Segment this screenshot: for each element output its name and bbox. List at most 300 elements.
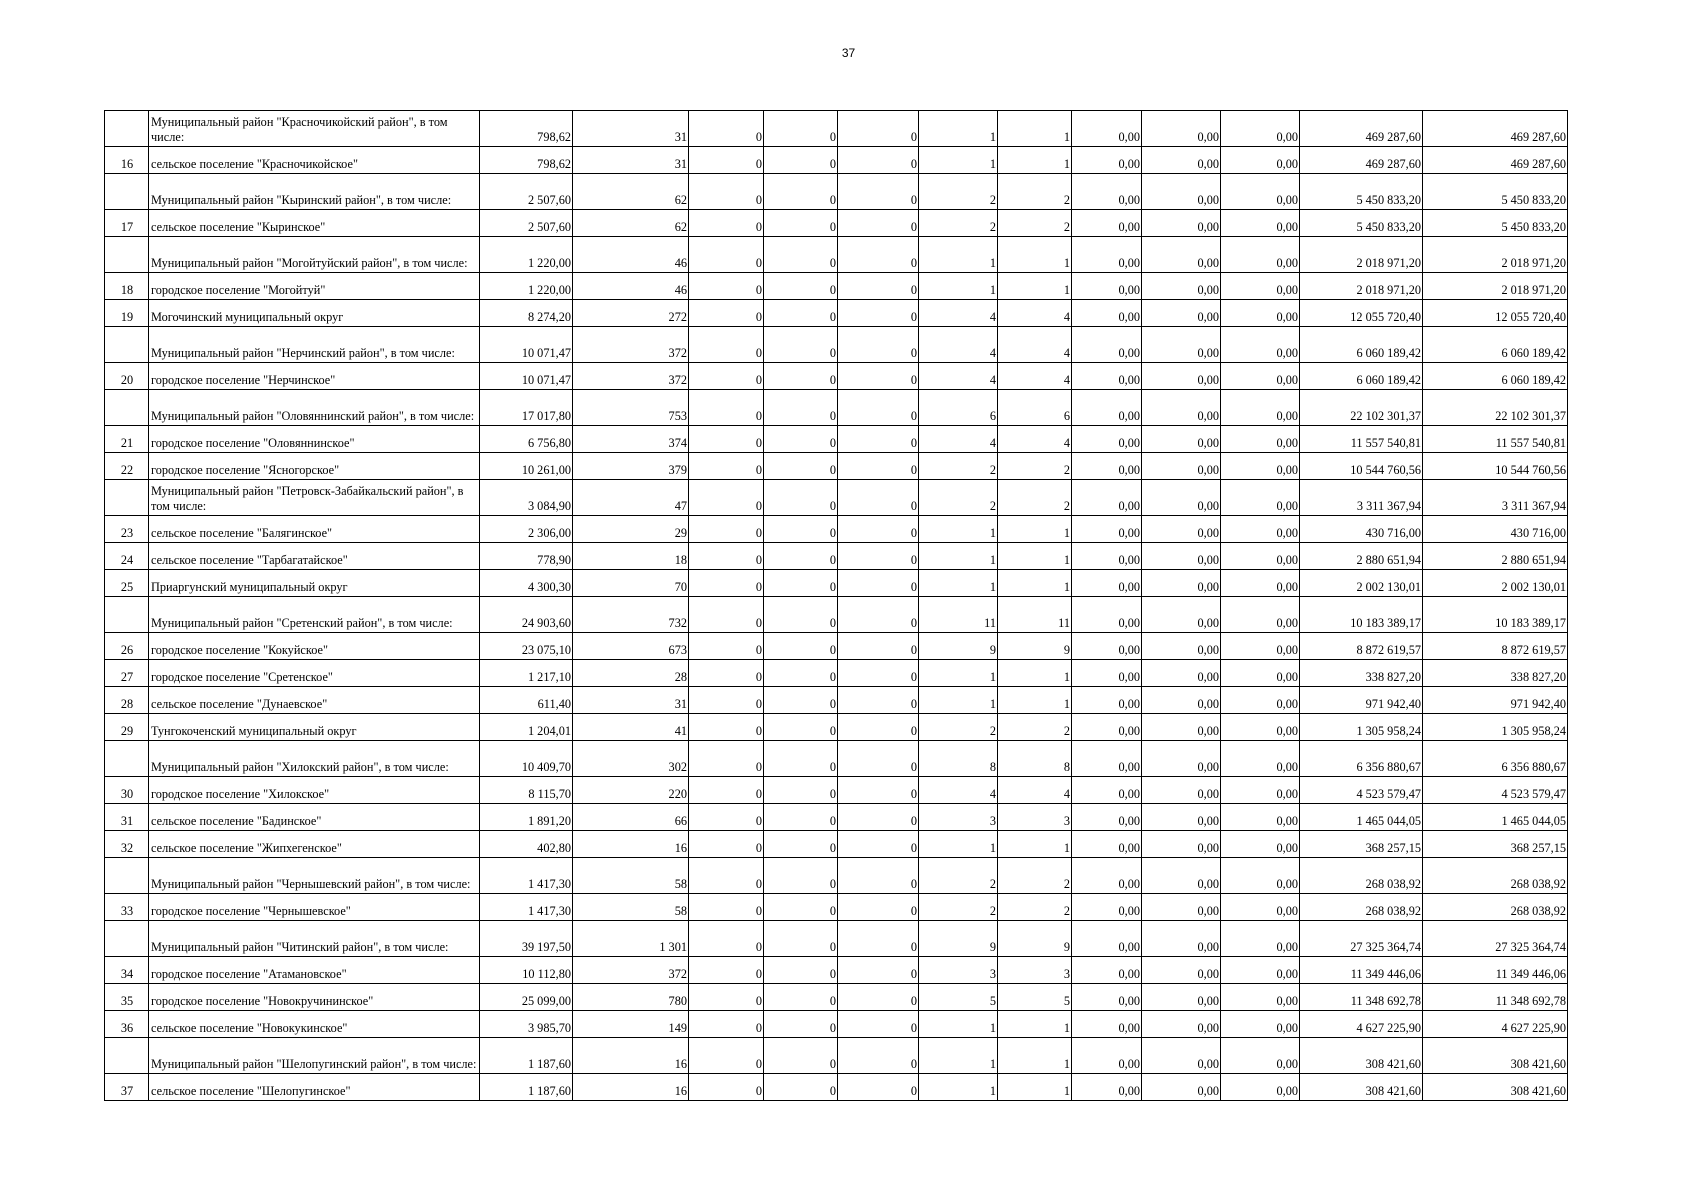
value-cell-c3: 0 bbox=[689, 921, 764, 957]
value-cell-c12: 1 305 958,24 bbox=[1423, 714, 1568, 741]
value-cell-c12: 268 038,92 bbox=[1423, 858, 1568, 894]
value-cell-c8: 0,00 bbox=[1072, 1074, 1142, 1101]
value-cell-c1: 24 903,60 bbox=[480, 597, 573, 633]
value-cell-c7: 5 bbox=[998, 984, 1072, 1011]
value-cell-c3: 0 bbox=[689, 480, 764, 516]
value-cell-c4: 0 bbox=[764, 633, 838, 660]
value-cell-c2: 41 bbox=[573, 714, 689, 741]
value-cell-c1: 6 756,80 bbox=[480, 426, 573, 453]
value-cell-c4: 0 bbox=[764, 480, 838, 516]
value-cell-c2: 302 bbox=[573, 741, 689, 777]
value-cell-c5: 0 bbox=[838, 777, 919, 804]
value-cell-c8: 0,00 bbox=[1072, 633, 1142, 660]
value-cell-c6: 1 bbox=[919, 1038, 998, 1074]
table-row bbox=[105, 174, 1568, 210]
row-number-cell: 26 bbox=[105, 633, 149, 660]
value-cell-c4: 0 bbox=[764, 858, 838, 894]
value-cell-c11: 469 287,60 bbox=[1300, 111, 1423, 147]
value-cell-c9: 0,00 bbox=[1142, 894, 1221, 921]
value-cell-c3: 0 bbox=[689, 687, 764, 714]
value-cell-c10: 0,00 bbox=[1221, 273, 1300, 300]
value-cell-c9: 0,00 bbox=[1142, 390, 1221, 426]
municipality-name-cell: городское поселение "Ясногорское" bbox=[149, 453, 480, 480]
value-cell-c8: 0,00 bbox=[1072, 777, 1142, 804]
value-cell-c3: 0 bbox=[689, 1038, 764, 1074]
value-cell-c6: 2 bbox=[919, 714, 998, 741]
value-cell-c12: 469 287,60 bbox=[1423, 147, 1568, 174]
row-number-cell bbox=[105, 858, 149, 894]
value-cell-c7: 6 bbox=[998, 390, 1072, 426]
value-cell-c5: 0 bbox=[838, 660, 919, 687]
value-cell-c1: 402,80 bbox=[480, 831, 573, 858]
table-row bbox=[105, 111, 1568, 147]
value-cell-c5: 0 bbox=[838, 804, 919, 831]
value-cell-c7: 4 bbox=[998, 327, 1072, 363]
value-cell-c8: 0,00 bbox=[1072, 516, 1142, 543]
value-cell-c12: 4 523 579,47 bbox=[1423, 777, 1568, 804]
table-row bbox=[105, 597, 1568, 633]
value-cell-c4: 0 bbox=[764, 273, 838, 300]
value-cell-c4: 0 bbox=[764, 237, 838, 273]
value-cell-c7: 3 bbox=[998, 957, 1072, 984]
value-cell-c9: 0,00 bbox=[1142, 210, 1221, 237]
municipality-name-cell: городское поселение "Хилокское" bbox=[149, 777, 480, 804]
value-cell-c1: 8 115,70 bbox=[480, 777, 573, 804]
municipality-name-cell: Приаргунский муниципальный округ bbox=[149, 570, 480, 597]
value-cell-c9: 0,00 bbox=[1142, 300, 1221, 327]
value-cell-c3: 0 bbox=[689, 210, 764, 237]
value-cell-c1: 1 891,20 bbox=[480, 804, 573, 831]
value-cell-c4: 0 bbox=[764, 597, 838, 633]
value-cell-c8: 0,00 bbox=[1072, 687, 1142, 714]
municipality-name-cell: Муниципальный район "Сретенский район", в том числе: bbox=[149, 597, 480, 633]
municipality-name-cell: Муниципальный район "Шелопугинский район", в том числе: bbox=[149, 1038, 480, 1074]
municipality-name-cell: сельское поселение "Балягинское" bbox=[149, 516, 480, 543]
value-cell-c7: 1 bbox=[998, 543, 1072, 570]
value-cell-c12: 308 421,60 bbox=[1423, 1038, 1568, 1074]
value-cell-c1: 25 099,00 bbox=[480, 984, 573, 1011]
row-number-cell: 16 bbox=[105, 147, 149, 174]
value-cell-c1: 10 261,00 bbox=[480, 453, 573, 480]
value-cell-c11: 11 557 540,81 bbox=[1300, 426, 1423, 453]
value-cell-c2: 62 bbox=[573, 174, 689, 210]
value-cell-c11: 6 356 880,67 bbox=[1300, 741, 1423, 777]
value-cell-c10: 0,00 bbox=[1221, 111, 1300, 147]
value-cell-c4: 0 bbox=[764, 516, 838, 543]
value-cell-c5: 0 bbox=[838, 327, 919, 363]
value-cell-c7: 4 bbox=[998, 300, 1072, 327]
value-cell-c8: 0,00 bbox=[1072, 543, 1142, 570]
value-cell-c12: 971 942,40 bbox=[1423, 687, 1568, 714]
value-cell-c3: 0 bbox=[689, 597, 764, 633]
row-number-cell bbox=[105, 597, 149, 633]
municipality-name-cell: Муниципальный район "Оловяннинский район", в том числе: bbox=[149, 390, 480, 426]
value-cell-c2: 372 bbox=[573, 363, 689, 390]
value-cell-c8: 0,00 bbox=[1072, 714, 1142, 741]
value-cell-c10: 0,00 bbox=[1221, 1038, 1300, 1074]
value-cell-c8: 0,00 bbox=[1072, 453, 1142, 480]
value-cell-c8: 0,00 bbox=[1072, 894, 1142, 921]
value-cell-c7: 1 bbox=[998, 687, 1072, 714]
value-cell-c4: 0 bbox=[764, 804, 838, 831]
table-row bbox=[105, 1011, 1568, 1038]
value-cell-c7: 2 bbox=[998, 858, 1072, 894]
value-cell-c3: 0 bbox=[689, 390, 764, 426]
municipality-name-cell: Муниципальный район "Петровск-Забайкальский район", в том числе: bbox=[149, 480, 480, 516]
value-cell-c3: 0 bbox=[689, 831, 764, 858]
value-cell-c12: 2 018 971,20 bbox=[1423, 237, 1568, 273]
value-cell-c2: 70 bbox=[573, 570, 689, 597]
value-cell-c8: 0,00 bbox=[1072, 831, 1142, 858]
row-number-cell: 17 bbox=[105, 210, 149, 237]
value-cell-c2: 379 bbox=[573, 453, 689, 480]
municipality-name-cell: сельское поселение "Новокукинское" bbox=[149, 1011, 480, 1038]
row-number-cell: 18 bbox=[105, 273, 149, 300]
value-cell-c5: 0 bbox=[838, 921, 919, 957]
value-cell-c4: 0 bbox=[764, 660, 838, 687]
value-cell-c2: 149 bbox=[573, 1011, 689, 1038]
value-cell-c9: 0,00 bbox=[1142, 597, 1221, 633]
value-cell-c6: 1 bbox=[919, 516, 998, 543]
value-cell-c8: 0,00 bbox=[1072, 300, 1142, 327]
value-cell-c1: 10 112,80 bbox=[480, 957, 573, 984]
value-cell-c11: 1 305 958,24 bbox=[1300, 714, 1423, 741]
value-cell-c10: 0,00 bbox=[1221, 1074, 1300, 1101]
value-cell-c1: 17 017,80 bbox=[480, 390, 573, 426]
value-cell-c6: 1 bbox=[919, 1074, 998, 1101]
value-cell-c11: 368 257,15 bbox=[1300, 831, 1423, 858]
value-cell-c6: 1 bbox=[919, 660, 998, 687]
municipality-name-cell: Муниципальный район "Кыринский район", в том числе: bbox=[149, 174, 480, 210]
value-cell-c8: 0,00 bbox=[1072, 957, 1142, 984]
value-cell-c12: 2 018 971,20 bbox=[1423, 273, 1568, 300]
value-cell-c10: 0,00 bbox=[1221, 777, 1300, 804]
table-row bbox=[105, 570, 1568, 597]
municipality-name-cell: городское поселение "Атамановское" bbox=[149, 957, 480, 984]
value-cell-c1: 2 306,00 bbox=[480, 516, 573, 543]
value-cell-c4: 0 bbox=[764, 453, 838, 480]
value-cell-c12: 268 038,92 bbox=[1423, 894, 1568, 921]
value-cell-c7: 4 bbox=[998, 426, 1072, 453]
value-cell-c3: 0 bbox=[689, 1074, 764, 1101]
value-cell-c2: 272 bbox=[573, 300, 689, 327]
value-cell-c5: 0 bbox=[838, 858, 919, 894]
value-cell-c11: 469 287,60 bbox=[1300, 147, 1423, 174]
value-cell-c10: 0,00 bbox=[1221, 858, 1300, 894]
value-cell-c4: 0 bbox=[764, 327, 838, 363]
value-cell-c7: 1 bbox=[998, 1038, 1072, 1074]
value-cell-c8: 0,00 bbox=[1072, 327, 1142, 363]
row-number-cell: 27 bbox=[105, 660, 149, 687]
value-cell-c3: 0 bbox=[689, 174, 764, 210]
value-cell-c12: 430 716,00 bbox=[1423, 516, 1568, 543]
value-cell-c10: 0,00 bbox=[1221, 300, 1300, 327]
value-cell-c2: 47 bbox=[573, 480, 689, 516]
value-cell-c2: 46 bbox=[573, 273, 689, 300]
value-cell-c8: 0,00 bbox=[1072, 597, 1142, 633]
value-cell-c2: 66 bbox=[573, 804, 689, 831]
value-cell-c5: 0 bbox=[838, 273, 919, 300]
value-cell-c7: 1 bbox=[998, 660, 1072, 687]
value-cell-c2: 46 bbox=[573, 237, 689, 273]
value-cell-c2: 58 bbox=[573, 894, 689, 921]
municipality-name-cell: Муниципальный район "Могойтуйский район", в том числе: bbox=[149, 237, 480, 273]
row-number-cell: 34 bbox=[105, 957, 149, 984]
value-cell-c5: 0 bbox=[838, 480, 919, 516]
municipality-name-cell: городское поселение "Нерчинское" bbox=[149, 363, 480, 390]
value-cell-c2: 16 bbox=[573, 831, 689, 858]
value-cell-c5: 0 bbox=[838, 453, 919, 480]
value-cell-c10: 0,00 bbox=[1221, 1011, 1300, 1038]
value-cell-c1: 611,40 bbox=[480, 687, 573, 714]
value-cell-c3: 0 bbox=[689, 543, 764, 570]
value-cell-c4: 0 bbox=[764, 210, 838, 237]
value-cell-c7: 1 bbox=[998, 147, 1072, 174]
value-cell-c1: 1 220,00 bbox=[480, 237, 573, 273]
value-cell-c5: 0 bbox=[838, 714, 919, 741]
value-cell-c8: 0,00 bbox=[1072, 111, 1142, 147]
value-cell-c11: 22 102 301,37 bbox=[1300, 390, 1423, 426]
value-cell-c11: 27 325 364,74 bbox=[1300, 921, 1423, 957]
value-cell-c7: 1 bbox=[998, 1074, 1072, 1101]
value-cell-c10: 0,00 bbox=[1221, 426, 1300, 453]
value-cell-c11: 2 018 971,20 bbox=[1300, 237, 1423, 273]
value-cell-c9: 0,00 bbox=[1142, 570, 1221, 597]
value-cell-c3: 0 bbox=[689, 237, 764, 273]
value-cell-c12: 5 450 833,20 bbox=[1423, 174, 1568, 210]
table-row bbox=[105, 633, 1568, 660]
value-cell-c10: 0,00 bbox=[1221, 570, 1300, 597]
value-cell-c11: 268 038,92 bbox=[1300, 858, 1423, 894]
value-cell-c3: 0 bbox=[689, 570, 764, 597]
municipality-name-cell: Муниципальный район "Красночикойский район", в том числе: bbox=[149, 111, 480, 147]
value-cell-c1: 2 507,60 bbox=[480, 210, 573, 237]
row-number-cell bbox=[105, 921, 149, 957]
value-cell-c8: 0,00 bbox=[1072, 804, 1142, 831]
value-cell-c7: 9 bbox=[998, 633, 1072, 660]
value-cell-c3: 0 bbox=[689, 273, 764, 300]
value-cell-c11: 1 465 044,05 bbox=[1300, 804, 1423, 831]
municipality-name-cell: Могочинский муниципальный округ bbox=[149, 300, 480, 327]
value-cell-c6: 1 bbox=[919, 273, 998, 300]
value-cell-c6: 4 bbox=[919, 363, 998, 390]
value-cell-c7: 1 bbox=[998, 570, 1072, 597]
value-cell-c5: 0 bbox=[838, 147, 919, 174]
value-cell-c10: 0,00 bbox=[1221, 390, 1300, 426]
value-cell-c6: 6 bbox=[919, 390, 998, 426]
table-row bbox=[105, 957, 1568, 984]
table-row bbox=[105, 921, 1568, 957]
value-cell-c4: 0 bbox=[764, 1011, 838, 1038]
value-cell-c7: 11 bbox=[998, 597, 1072, 633]
value-cell-c7: 1 bbox=[998, 237, 1072, 273]
row-number-cell: 24 bbox=[105, 543, 149, 570]
value-cell-c1: 39 197,50 bbox=[480, 921, 573, 957]
municipality-name-cell: городское поселение "Оловяннинское" bbox=[149, 426, 480, 453]
value-cell-c2: 1 301 bbox=[573, 921, 689, 957]
value-cell-c5: 0 bbox=[838, 1074, 919, 1101]
value-cell-c4: 0 bbox=[764, 1038, 838, 1074]
value-cell-c11: 6 060 189,42 bbox=[1300, 327, 1423, 363]
row-number-cell: 35 bbox=[105, 984, 149, 1011]
value-cell-c11: 8 872 619,57 bbox=[1300, 633, 1423, 660]
value-cell-c1: 1 220,00 bbox=[480, 273, 573, 300]
value-cell-c6: 2 bbox=[919, 174, 998, 210]
value-cell-c5: 0 bbox=[838, 390, 919, 426]
value-cell-c5: 0 bbox=[838, 210, 919, 237]
municipality-name-cell: сельское поселение "Кыринское" bbox=[149, 210, 480, 237]
row-number-cell: 21 bbox=[105, 426, 149, 453]
value-cell-c11: 430 716,00 bbox=[1300, 516, 1423, 543]
value-cell-c7: 1 bbox=[998, 273, 1072, 300]
table-row bbox=[105, 543, 1568, 570]
value-cell-c6: 4 bbox=[919, 300, 998, 327]
municipality-name-cell: городское поселение "Сретенское" bbox=[149, 660, 480, 687]
value-cell-c6: 2 bbox=[919, 894, 998, 921]
value-cell-c10: 0,00 bbox=[1221, 174, 1300, 210]
value-cell-c3: 0 bbox=[689, 1011, 764, 1038]
value-cell-c5: 0 bbox=[838, 957, 919, 984]
value-cell-c12: 6 060 189,42 bbox=[1423, 363, 1568, 390]
value-cell-c9: 0,00 bbox=[1142, 1038, 1221, 1074]
value-cell-c11: 11 348 692,78 bbox=[1300, 984, 1423, 1011]
value-cell-c8: 0,00 bbox=[1072, 147, 1142, 174]
value-cell-c10: 0,00 bbox=[1221, 633, 1300, 660]
value-cell-c2: 372 bbox=[573, 327, 689, 363]
value-cell-c9: 0,00 bbox=[1142, 984, 1221, 1011]
value-cell-c9: 0,00 bbox=[1142, 777, 1221, 804]
value-cell-c7: 2 bbox=[998, 894, 1072, 921]
municipality-name-cell: Тунгокоченский муниципальный округ bbox=[149, 714, 480, 741]
table-row bbox=[105, 660, 1568, 687]
value-cell-c4: 0 bbox=[764, 921, 838, 957]
value-cell-c12: 12 055 720,40 bbox=[1423, 300, 1568, 327]
value-cell-c1: 798,62 bbox=[480, 111, 573, 147]
value-cell-c8: 0,00 bbox=[1072, 741, 1142, 777]
value-cell-c8: 0,00 bbox=[1072, 390, 1142, 426]
table-row bbox=[105, 1074, 1568, 1101]
value-cell-c3: 0 bbox=[689, 894, 764, 921]
table-row bbox=[105, 390, 1568, 426]
value-cell-c2: 780 bbox=[573, 984, 689, 1011]
value-cell-c6: 2 bbox=[919, 453, 998, 480]
value-cell-c7: 3 bbox=[998, 804, 1072, 831]
value-cell-c4: 0 bbox=[764, 363, 838, 390]
value-cell-c10: 0,00 bbox=[1221, 741, 1300, 777]
value-cell-c2: 18 bbox=[573, 543, 689, 570]
page-number: 37 bbox=[841, 46, 856, 60]
value-cell-c11: 11 349 446,06 bbox=[1300, 957, 1423, 984]
value-cell-c5: 0 bbox=[838, 741, 919, 777]
value-cell-c2: 62 bbox=[573, 210, 689, 237]
value-cell-c10: 0,00 bbox=[1221, 687, 1300, 714]
value-cell-c1: 778,90 bbox=[480, 543, 573, 570]
value-cell-c9: 0,00 bbox=[1142, 1011, 1221, 1038]
row-number-cell: 20 bbox=[105, 363, 149, 390]
value-cell-c10: 0,00 bbox=[1221, 363, 1300, 390]
municipality-name-cell: Муниципальный район "Хилокский район", в том числе: bbox=[149, 741, 480, 777]
value-cell-c12: 1 465 044,05 bbox=[1423, 804, 1568, 831]
row-number-cell bbox=[105, 1038, 149, 1074]
value-cell-c3: 0 bbox=[689, 516, 764, 543]
value-cell-c12: 5 450 833,20 bbox=[1423, 210, 1568, 237]
table-row bbox=[105, 210, 1568, 237]
value-cell-c12: 2 002 130,01 bbox=[1423, 570, 1568, 597]
value-cell-c3: 0 bbox=[689, 363, 764, 390]
value-cell-c6: 4 bbox=[919, 777, 998, 804]
value-cell-c8: 0,00 bbox=[1072, 921, 1142, 957]
value-cell-c5: 0 bbox=[838, 831, 919, 858]
value-cell-c11: 2 002 130,01 bbox=[1300, 570, 1423, 597]
value-cell-c12: 22 102 301,37 bbox=[1423, 390, 1568, 426]
value-cell-c6: 1 bbox=[919, 237, 998, 273]
row-number-cell: 37 bbox=[105, 1074, 149, 1101]
table-row bbox=[105, 741, 1568, 777]
value-cell-c5: 0 bbox=[838, 363, 919, 390]
municipality-name-cell: сельское поселение "Бадинское" bbox=[149, 804, 480, 831]
value-cell-c1: 1 204,01 bbox=[480, 714, 573, 741]
value-cell-c6: 3 bbox=[919, 957, 998, 984]
row-number-cell: 30 bbox=[105, 777, 149, 804]
value-cell-c4: 0 bbox=[764, 300, 838, 327]
value-cell-c3: 0 bbox=[689, 660, 764, 687]
value-cell-c9: 0,00 bbox=[1142, 687, 1221, 714]
value-cell-c7: 2 bbox=[998, 174, 1072, 210]
value-cell-c4: 0 bbox=[764, 741, 838, 777]
value-cell-c2: 16 bbox=[573, 1038, 689, 1074]
value-cell-c11: 2 018 971,20 bbox=[1300, 273, 1423, 300]
value-cell-c10: 0,00 bbox=[1221, 660, 1300, 687]
value-cell-c3: 0 bbox=[689, 300, 764, 327]
value-cell-c2: 31 bbox=[573, 111, 689, 147]
table-row bbox=[105, 858, 1568, 894]
row-number-cell bbox=[105, 741, 149, 777]
table-row bbox=[105, 453, 1568, 480]
value-cell-c2: 673 bbox=[573, 633, 689, 660]
value-cell-c10: 0,00 bbox=[1221, 543, 1300, 570]
table-row bbox=[105, 147, 1568, 174]
value-cell-c5: 0 bbox=[838, 687, 919, 714]
table-row bbox=[105, 1038, 1568, 1074]
value-cell-c3: 0 bbox=[689, 984, 764, 1011]
value-cell-c6: 4 bbox=[919, 426, 998, 453]
table-row bbox=[105, 777, 1568, 804]
value-cell-c2: 220 bbox=[573, 777, 689, 804]
settlements-table bbox=[104, 110, 1568, 1101]
value-cell-c6: 1 bbox=[919, 111, 998, 147]
row-number-cell: 33 bbox=[105, 894, 149, 921]
value-cell-c5: 0 bbox=[838, 633, 919, 660]
value-cell-c10: 0,00 bbox=[1221, 831, 1300, 858]
value-cell-c5: 0 bbox=[838, 516, 919, 543]
municipality-name-cell: сельское поселение "Тарбагатайское" bbox=[149, 543, 480, 570]
value-cell-c2: 31 bbox=[573, 147, 689, 174]
row-number-cell bbox=[105, 111, 149, 147]
value-cell-c11: 12 055 720,40 bbox=[1300, 300, 1423, 327]
value-cell-c1: 10 071,47 bbox=[480, 363, 573, 390]
value-cell-c1: 3 985,70 bbox=[480, 1011, 573, 1038]
value-cell-c5: 0 bbox=[838, 894, 919, 921]
value-cell-c2: 28 bbox=[573, 660, 689, 687]
value-cell-c3: 0 bbox=[689, 111, 764, 147]
value-cell-c6: 5 bbox=[919, 984, 998, 1011]
value-cell-c6: 3 bbox=[919, 804, 998, 831]
municipality-name-cell: городское поселение "Новокручининское" bbox=[149, 984, 480, 1011]
value-cell-c1: 4 300,30 bbox=[480, 570, 573, 597]
value-cell-c5: 0 bbox=[838, 1038, 919, 1074]
municipality-name-cell: городское поселение "Могойтуй" bbox=[149, 273, 480, 300]
value-cell-c3: 0 bbox=[689, 426, 764, 453]
